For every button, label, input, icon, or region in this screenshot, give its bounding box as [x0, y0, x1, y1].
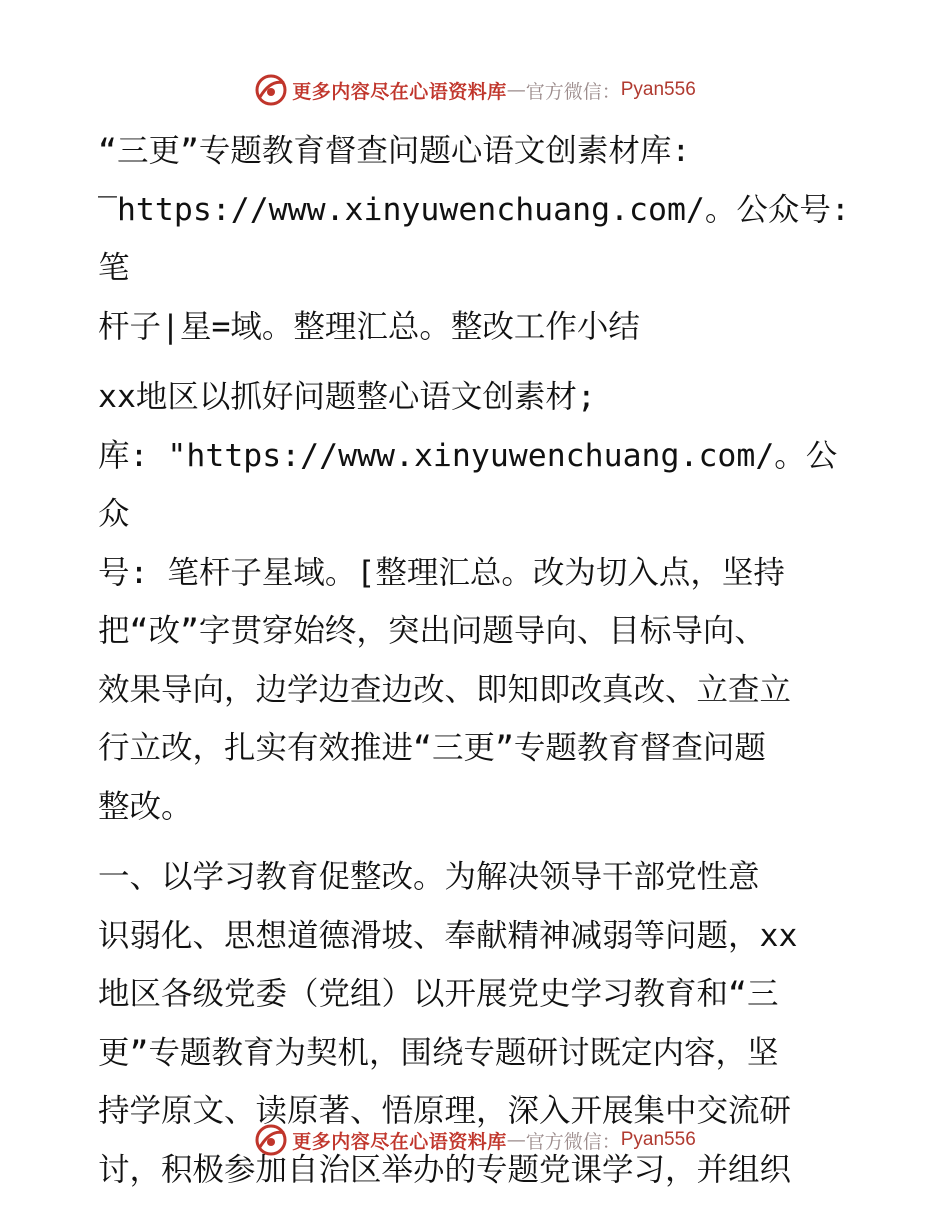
text-line: 杆子|星=域。整理汇总。整改工作小结: [98, 308, 640, 345]
text-line: 识弱化、思想道德滑坡、奉献精神减弱等问题，xx: [98, 917, 798, 954]
text-line: ‾https://www.xinyuwenchuang.com/。公众号: 笔: [98, 191, 850, 286]
banner-dash: —: [506, 1129, 526, 1151]
text-line: 持学原文、读原著、悟原理，深入开展集中交流研: [98, 1093, 792, 1129]
document-body: [98, 122, 858, 1199]
text-line: 库: "https://www.xinyuwenchuang.com/。公众: [98, 437, 838, 532]
banner-label: 官方微信：: [525, 80, 621, 103]
footer-banner: [0, 1120, 950, 1160]
paragraph-summary: [98, 368, 858, 836]
banner-label: 官方微信：: [525, 1130, 621, 1153]
banner-id: Pyan556: [620, 1129, 696, 1150]
text-line: “三更”专题教育督查问题心语文创素材库:: [98, 133, 691, 169]
text-line: 效果导向，边学边查边改、即知即改真改、立查立: [98, 671, 792, 708]
text-line: 号: 笔杆子星域。[整理汇总。改为切入点，坚持: [98, 554, 785, 591]
banner-text: 更多内容尽在心语资料库: [292, 1130, 507, 1153]
header-banner: [0, 70, 950, 110]
text-line: xx地区以抓好问题整心语文创素材;: [98, 379, 596, 415]
text-line: 更”专题教育为契机，围绕专题研讨既定内容，坚: [98, 1034, 779, 1071]
brand-logo-icon: [254, 73, 288, 107]
paragraph-intro: [98, 122, 858, 356]
banner-text: 更多内容尽在心语资料库: [292, 80, 507, 103]
banner-id: Pyan556: [620, 79, 696, 100]
text-line: 地区各级党委（党组）以开展党史学习教育和“三: [98, 976, 779, 1012]
brand-logo-icon: [254, 1123, 288, 1157]
text-line: 讨，积极参加自治区举办的专题党课学习，并组织: [98, 1151, 792, 1188]
text-line: 把“改”字贯穿始终，突出问题导向、目标导向、: [98, 613, 766, 649]
banner-dash: —: [506, 79, 526, 101]
text-line: 整改。: [98, 788, 193, 825]
text-line: 行立改，扎实有效推进“三更”专题教育督查问题: [98, 730, 766, 766]
text-line: 一、以学习教育促整改。为解决领导干部党性意: [98, 859, 760, 895]
